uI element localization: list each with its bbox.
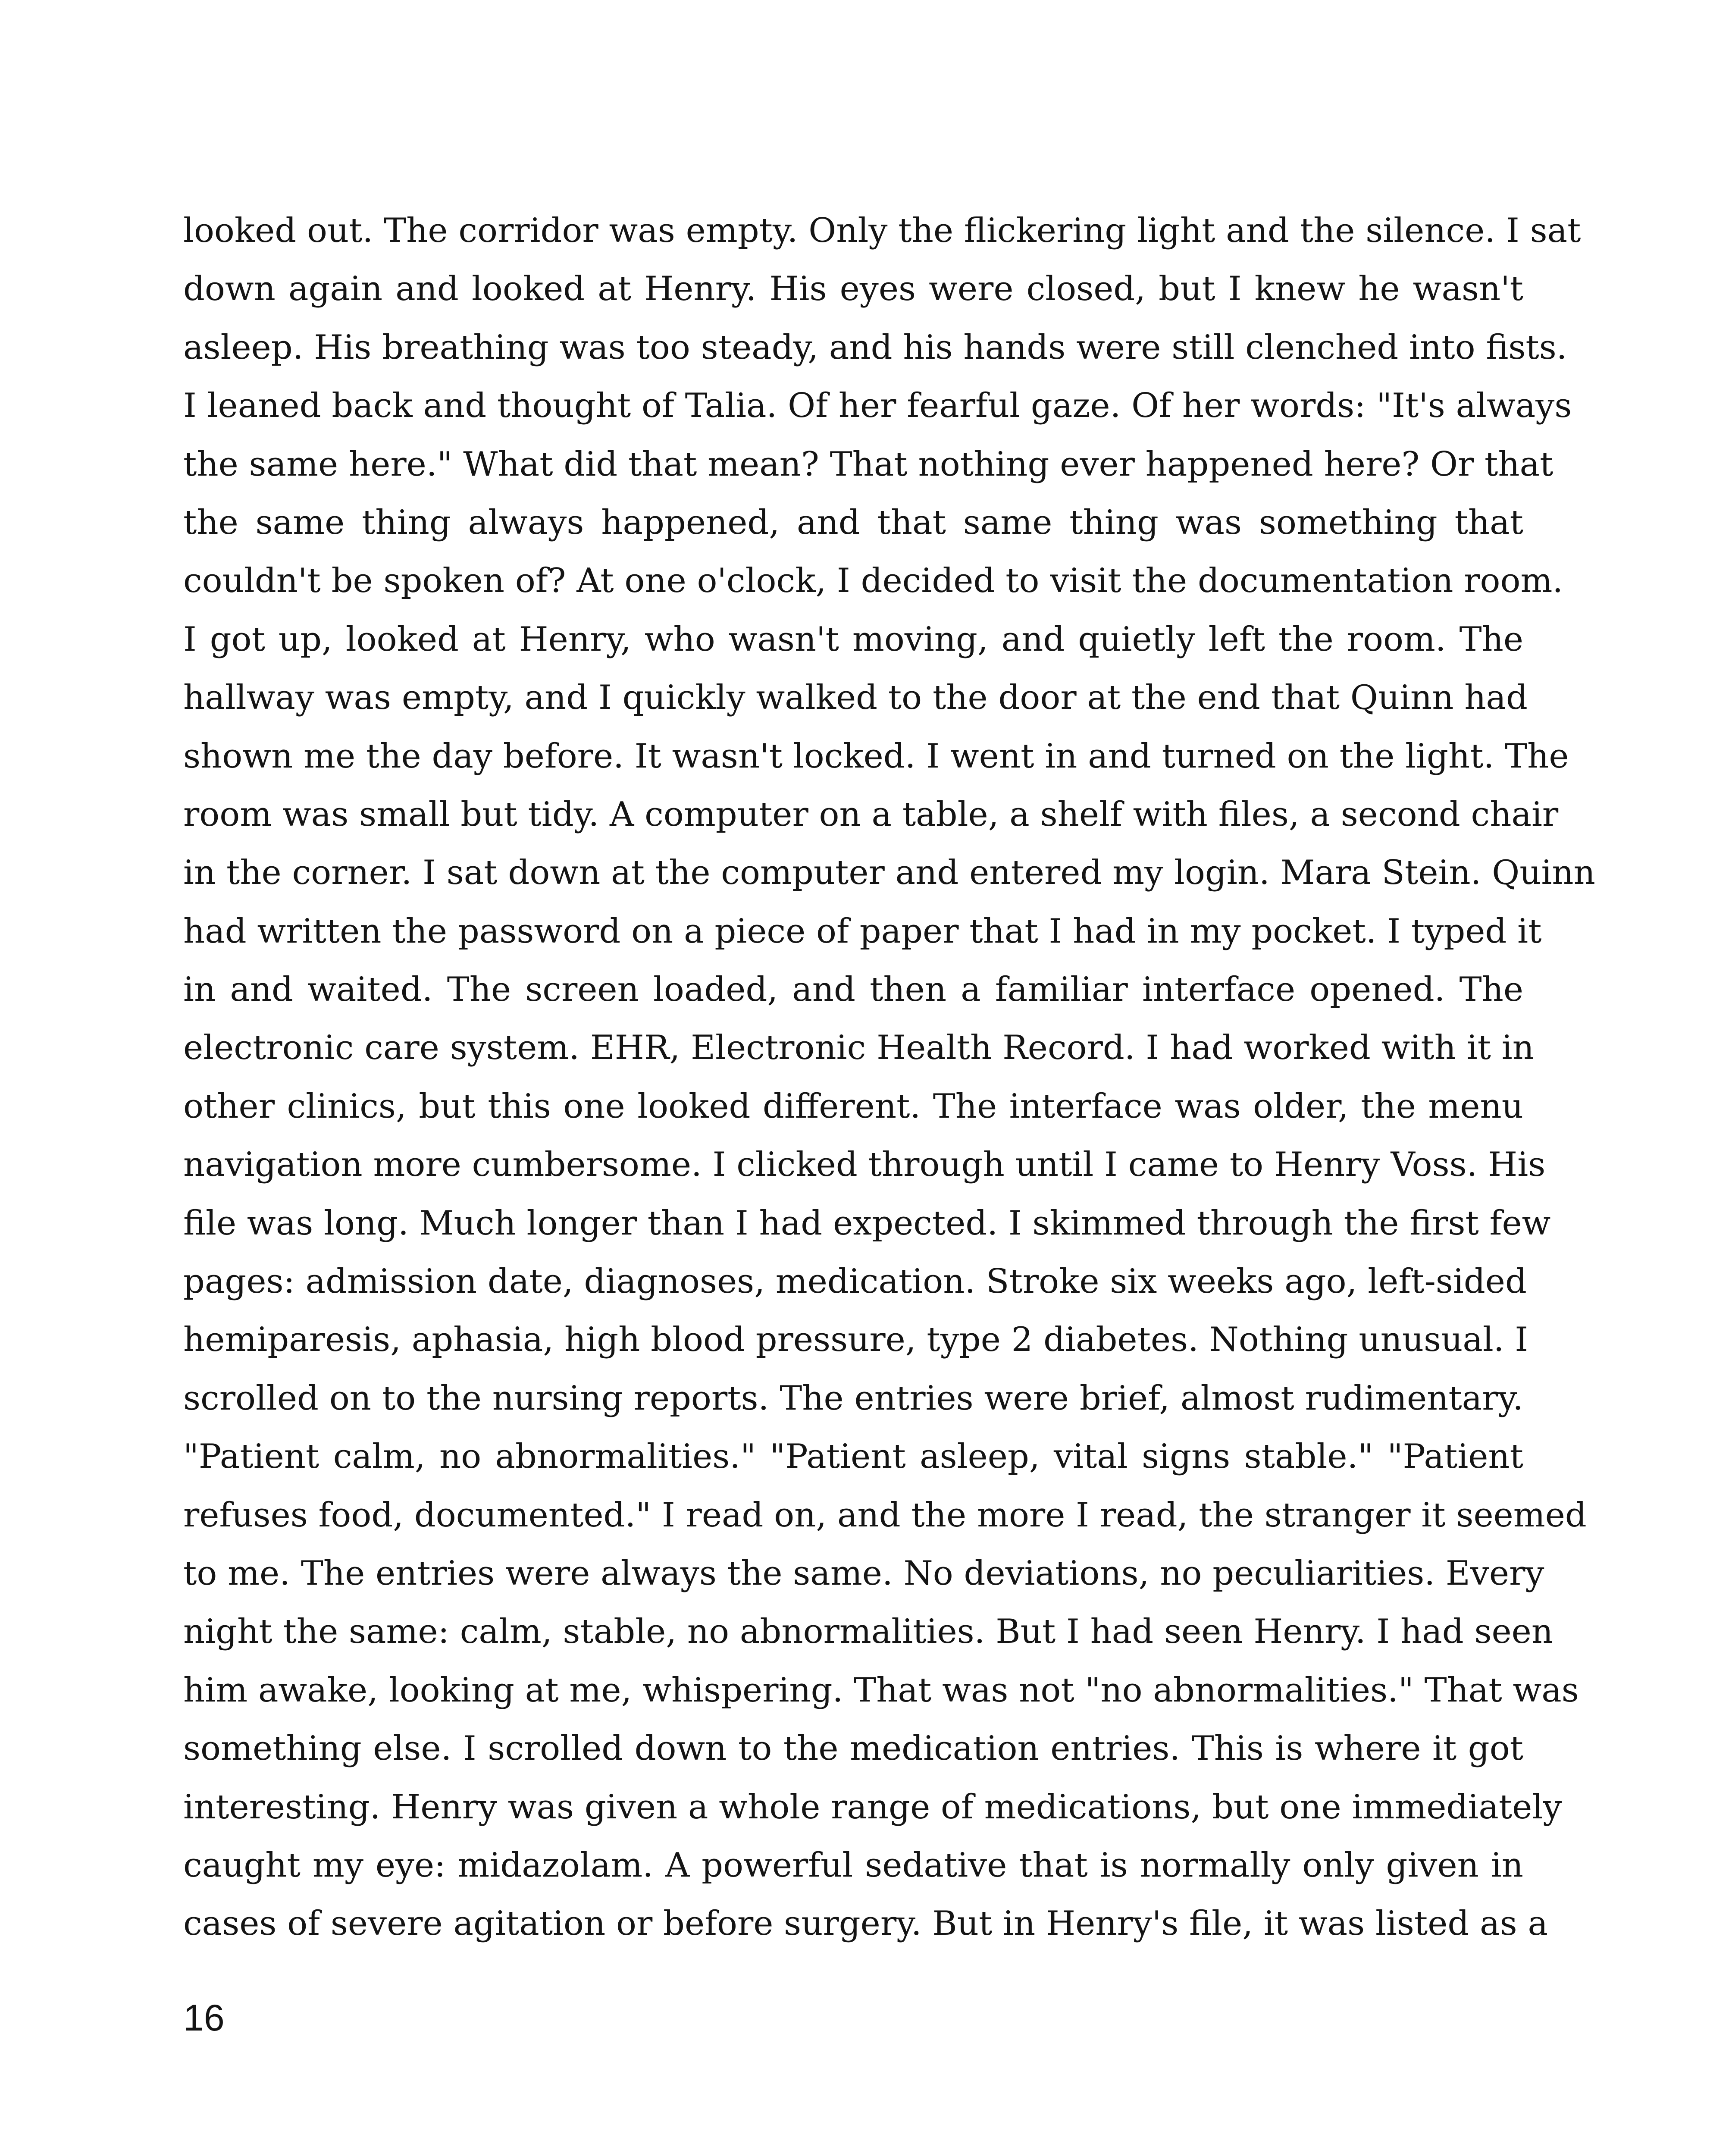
text-line: other clinics, but this one looked different. The interface was older, the menu: [183, 1087, 1523, 1126]
text-line: hemiparesis, aphasia, high blood pressure, type 2 diabetes. Nothing unusual. I: [183, 1320, 1528, 1360]
text-line: looked out. The corridor was empty. Only the flickering light and the silence. I sat: [183, 211, 1581, 250]
text-line: asleep. His breathing was too steady, and his hands were still clenched into fists.: [183, 328, 1567, 367]
text-line: pages: admission date, diagnoses, medication. Stroke six weeks ago, left-sided: [183, 1262, 1527, 1301]
text-line: refuses food, documented." I read on, and the more I read, the stranger it seemed: [183, 1495, 1587, 1535]
text-line: couldn't be spoken of? At one o'clock, I decided to visit the documentation room.: [183, 561, 1563, 601]
text-line: navigation more cumbersome. I clicked through until I came to Henry Voss. His: [183, 1145, 1546, 1185]
text-line: I got up, looked at Henry, who wasn't moving, and quietly left the room. The: [183, 620, 1523, 659]
text-line: in and waited. The screen loaded, and then a familiar interface opened. The: [183, 970, 1523, 1009]
text-line: in the corner. I sat down at the computer and entered my login. Mara Stein. Quinn: [183, 853, 1595, 893]
text-line: caught my eye: midazolam. A powerful sedative that is normally only given in: [183, 1846, 1523, 1885]
text-line: night the same: calm, stable, no abnormalities. But I had seen Henry. I had seen: [183, 1612, 1553, 1651]
text-line: something else. I scrolled down to the medication entries. This is where it got: [183, 1729, 1523, 1768]
text-line: scrolled on to the nursing reports. The entries were brief, almost rudimentary.: [183, 1379, 1523, 1418]
text-line: file was long. Much longer than I had expected. I skimmed through the first few: [183, 1203, 1551, 1243]
text-line: him awake, looking at me, whispering. That was not "no abnormalities." That was: [183, 1670, 1579, 1710]
text-line: room was small but tidy. A computer on a table, a shelf with files, a second chair: [183, 795, 1559, 834]
text-line: "Patient calm, no abnormalities." "Patient asleep, vital signs stable." "Patient: [183, 1437, 1523, 1476]
body-text: [183, 202, 1595, 1953]
text-line: electronic care system. EHR, Electronic Health Record. I had worked with it in: [183, 1028, 1534, 1068]
text-line: down again and looked at Henry. His eyes were closed, but I knew he wasn't: [183, 270, 1523, 309]
text-line: the same thing always happened, and that same thing was something that: [183, 503, 1523, 542]
page-number: 16: [183, 1997, 225, 2039]
text-line: hallway was empty, and I quickly walked to the door at the end that Quinn had: [183, 678, 1528, 718]
text-line: shown me the day before. It wasn't locked. I went in and turned on the light. The: [183, 736, 1569, 776]
text-line: to me. The entries were always the same. No deviations, no peculiarities. Every: [183, 1554, 1544, 1593]
text-line: had written the password on a piece of paper that I had in my pocket. I typed it: [183, 912, 1542, 951]
text-line: interesting. Henry was given a whole range of medications, but one immediately: [183, 1787, 1562, 1827]
text-line: I leaned back and thought of Talia. Of her fearful gaze. Of her words: "It's always: [183, 386, 1572, 426]
text-line: the same here." What did that mean? That nothing ever happened here? Or that: [183, 445, 1553, 484]
text-line: cases of severe agitation or before surgery. But in Henry's file, it was listed as a: [183, 1904, 1548, 1943]
